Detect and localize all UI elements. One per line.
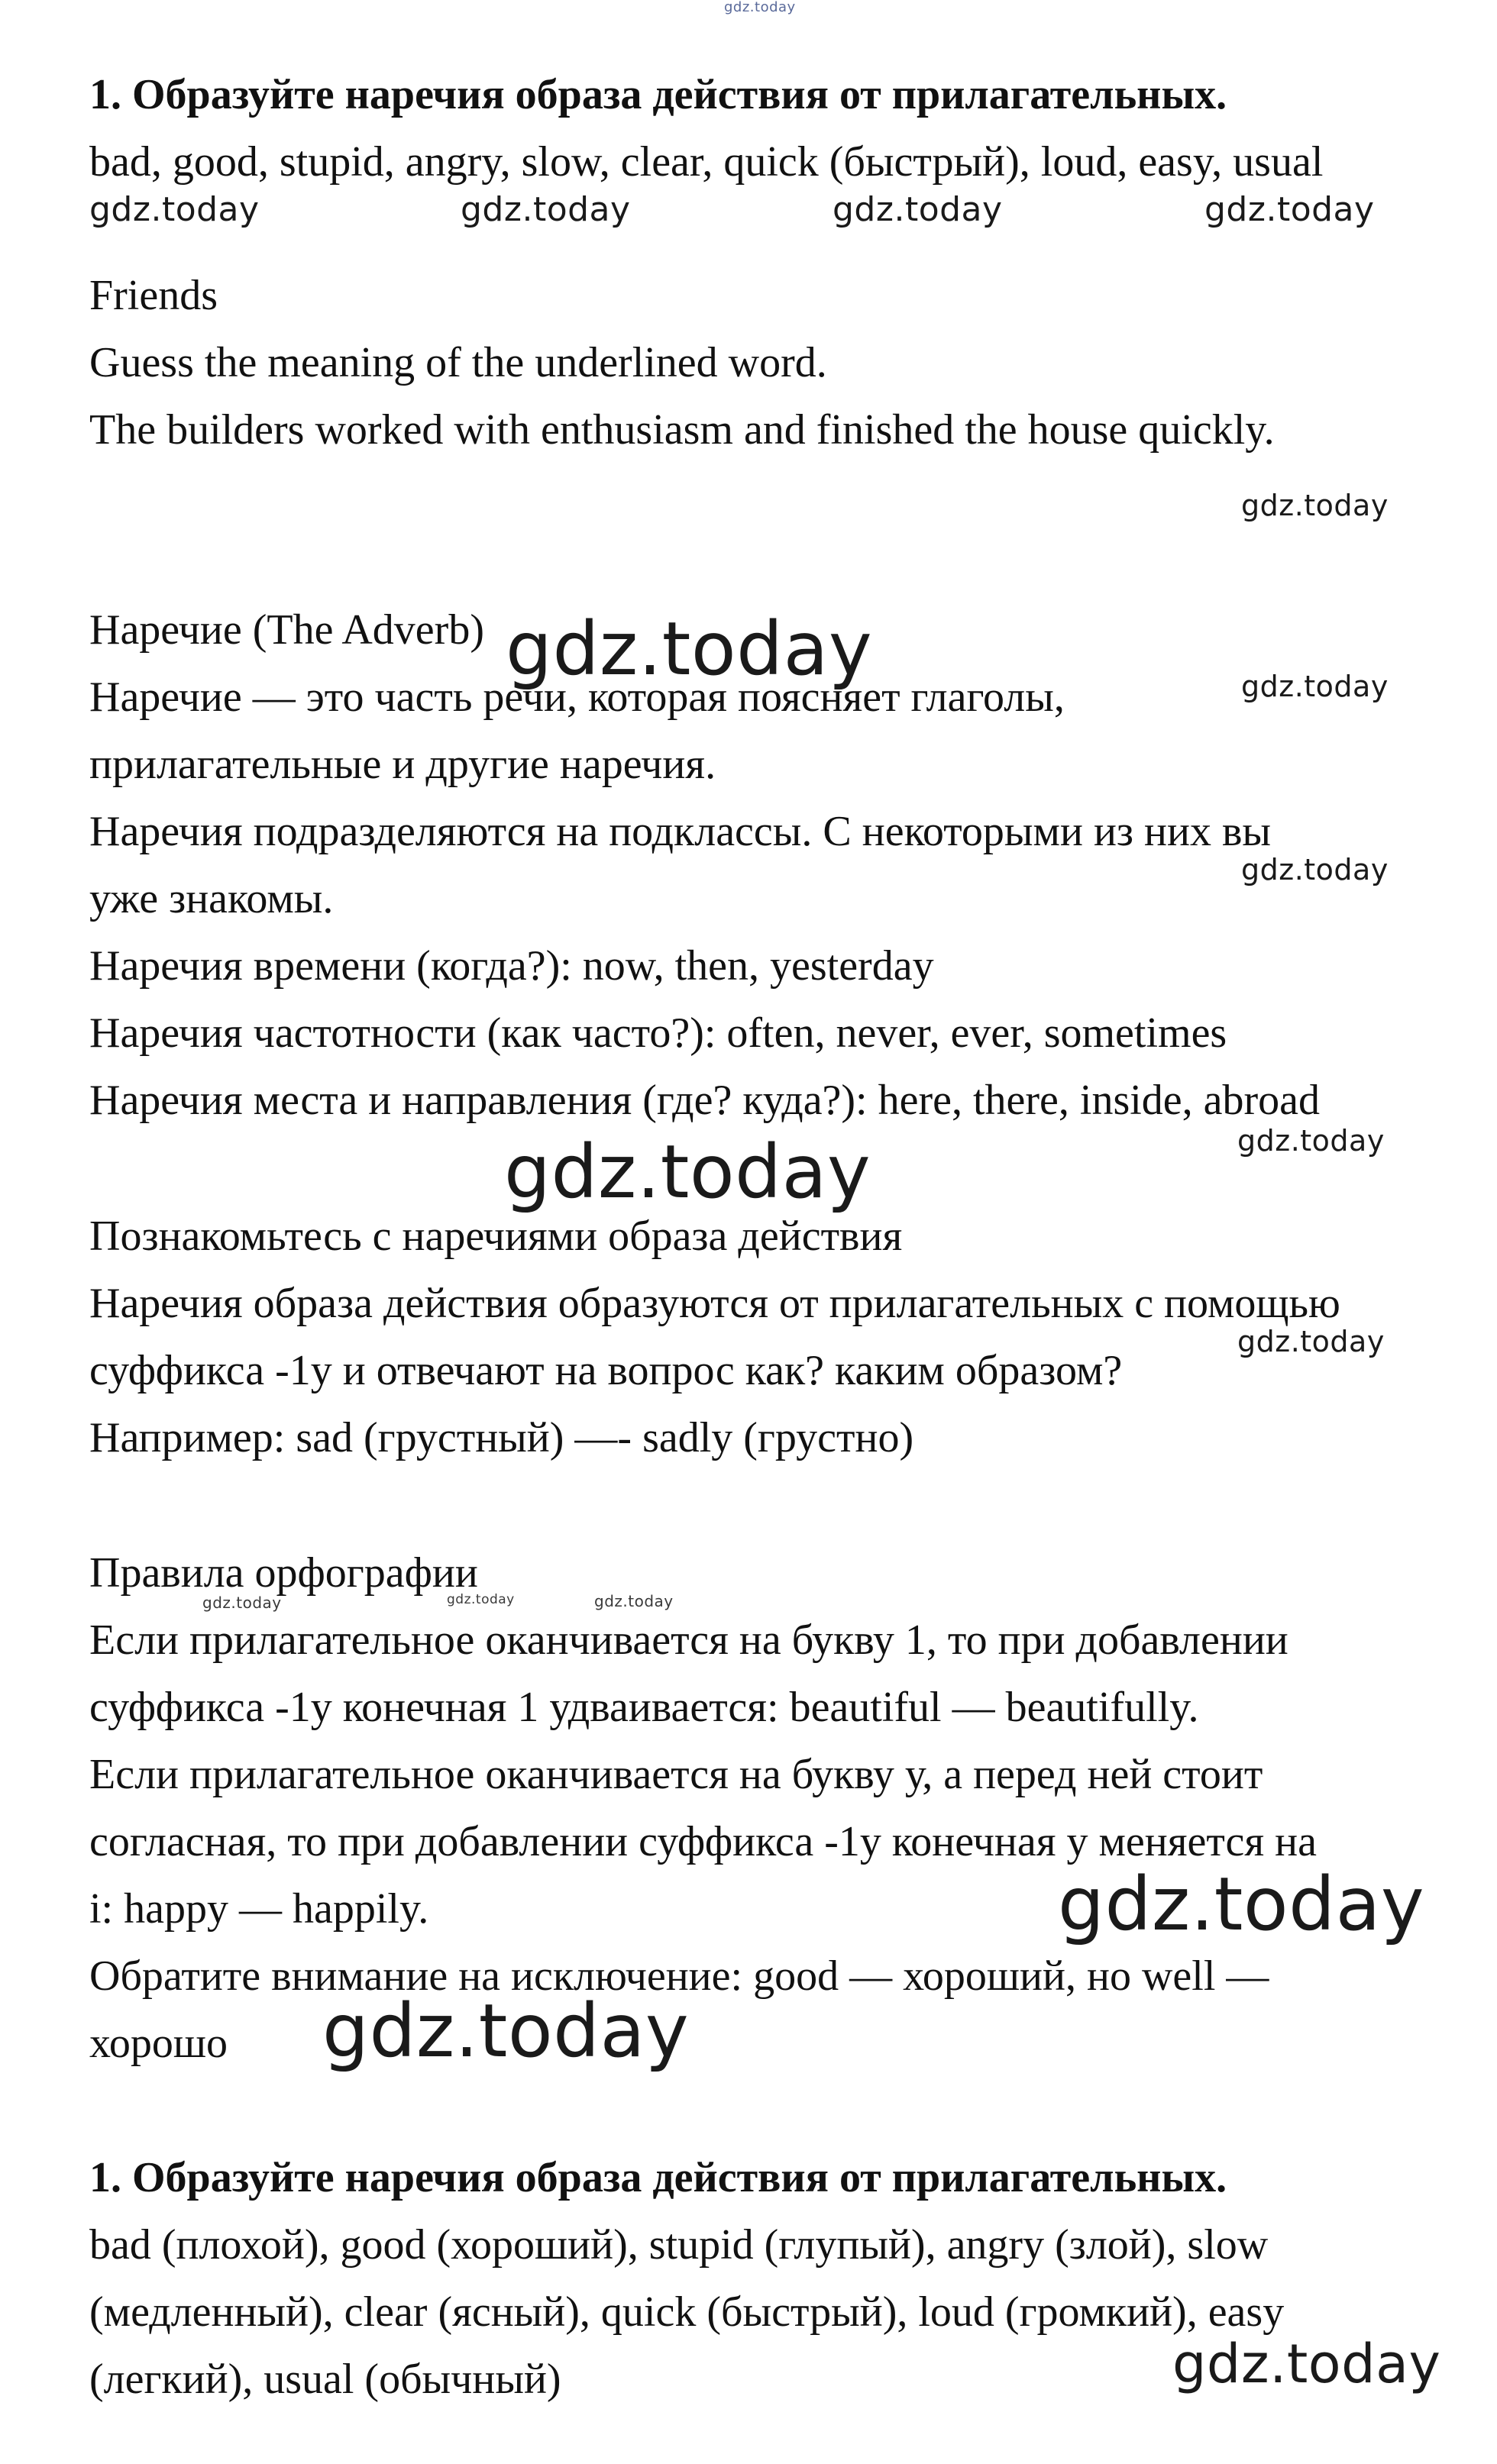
rules-line: i: happy — happily. [89, 1885, 429, 1933]
adverb-line: прилагательные и другие наречия. [89, 741, 716, 788]
friends-sentence: The builders worked with enthusiasm and finished the house quickly. [89, 406, 1275, 454]
watermark: gdz.today [1241, 853, 1389, 886]
section1-heading: 1. Образуйте наречия образа действия от прилагательных. [89, 71, 1227, 118]
rules-line: Если прилагательное оканчивается на букву 1, то при добавлении [89, 1616, 1288, 1664]
watermark-top: gdz.today [724, 0, 796, 15]
adverb-title: Наречие (The Adverb) [89, 606, 484, 654]
section2-line: (легкий), usual (обычный) [89, 2356, 561, 2403]
watermark: gdz.today [1204, 190, 1375, 229]
friends-title: Friends [89, 272, 218, 319]
watermark-medium: gdz.today [1172, 2333, 1441, 2395]
section2-line: bad (плохой), good (хороший), stupid (глупый), angry (злой), slow [89, 2221, 1269, 2269]
watermark: gdz.today [461, 190, 631, 229]
watermark-large: gdz.today [322, 1988, 690, 2074]
watermark-tiny: gdz.today [202, 1594, 282, 1612]
adverb-line: Наречия места и направления (где? куда?): here, there, inside, abroad [89, 1077, 1321, 1124]
watermark-tiny: gdz.today [447, 1592, 515, 1607]
manner-line: суффикса -1у и отвечают на вопрос как? каким образом? [89, 1347, 1123, 1394]
section2-heading: 1. Образуйте наречия образа действия от прилагательных. [89, 2154, 1227, 2201]
watermark-tiny: gdz.today [594, 1592, 674, 1610]
rules-line: Если прилагательное оканчивается на букву у, а перед ней стоит [89, 1751, 1263, 1798]
rules-title: Правила орфографии [89, 1549, 478, 1597]
watermark-large: gdz.today [504, 1129, 871, 1215]
adverb-line: Наречия частотности (как часто?): often, never, ever, sometimes [89, 1009, 1227, 1057]
rules-line: суффикса -1у конечная 1 удваивается: beautiful — beautifully. [89, 1684, 1199, 1731]
watermark-large: gdz.today [1058, 1862, 1425, 1947]
adverb-line: уже знакомы. [89, 875, 334, 922]
watermark: gdz.today [1241, 670, 1389, 703]
rules-line: согласная, то при добавлении суффикса -1у конечная у меняется на [89, 1818, 1317, 1865]
watermark: gdz.today [1241, 489, 1389, 522]
manner-line: Наречия образа действия образуются от прилагательных с помощью [89, 1280, 1340, 1327]
friends-instruction: Guess the meaning of the underlined word. [89, 339, 827, 386]
watermark: gdz.today [1237, 1325, 1385, 1358]
watermark: gdz.today [1237, 1124, 1385, 1158]
adverb-line: Наречия времени (когда?): now, then, yesterday [89, 942, 934, 990]
watermark: gdz.today [833, 190, 1003, 229]
rules-line: хорошо [89, 2020, 228, 2067]
section1-words: bad, good, stupid, angry, slow, clear, quick (быстрый), loud, easy, usual [89, 138, 1324, 186]
watermark-large: gdz.today [506, 606, 873, 692]
adverb-line: Наречия подразделяются на подклассы. С некоторыми из них вы [89, 808, 1272, 855]
rules-line: Обратите внимание на исключение: good — хороший, но well — [89, 1952, 1269, 2000]
section2-line: (медленный), clear (ясный), quick (быстрый), loud (громкий), easy [89, 2288, 1285, 2336]
manner-line: Например: sad (грустный) —- sadly (грустно) [89, 1414, 914, 1461]
watermark: gdz.today [89, 190, 260, 229]
manner-title: Познакомьтесь с наречиями образа действия [89, 1213, 903, 1260]
adverb-line: Наречие — это часть речи, которая поясняет глаголы, [89, 673, 1065, 721]
